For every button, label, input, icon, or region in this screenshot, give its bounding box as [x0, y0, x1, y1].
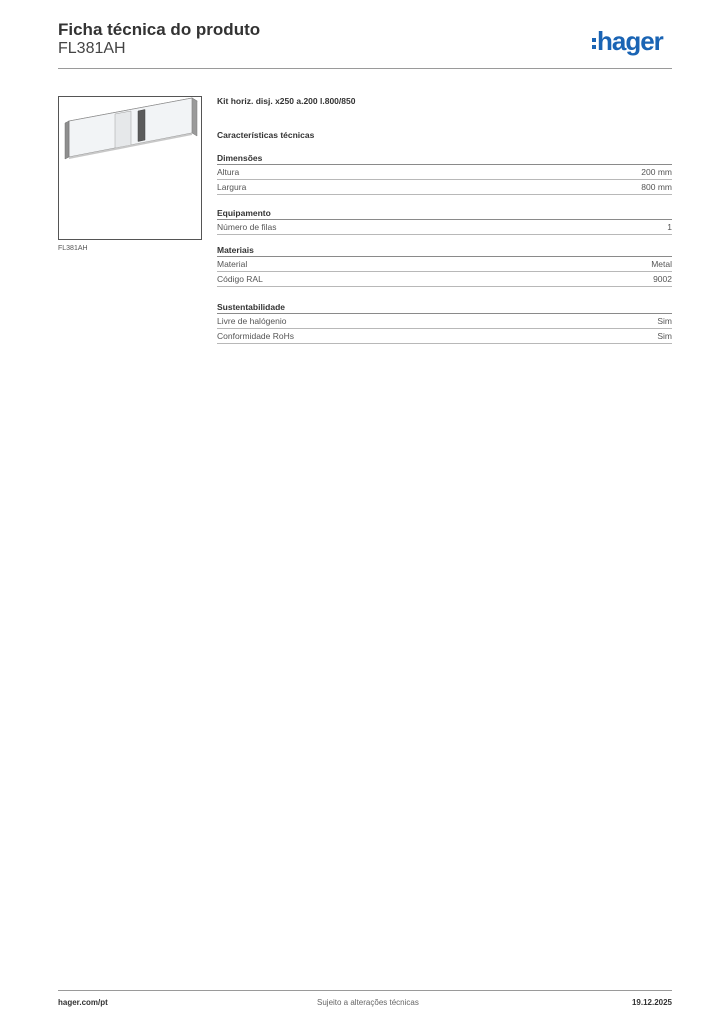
logo-dots-icon: [592, 38, 596, 49]
spec-row: [217, 314, 672, 329]
spec-row: [217, 165, 672, 180]
header-subtitle: FL381AH: [58, 40, 126, 57]
section-title: Dimensões: [217, 152, 672, 165]
product-kit-illustration: [59, 97, 201, 239]
spec-row: [217, 329, 672, 344]
spec-row: [217, 220, 672, 235]
spec-label: Código RAL: [217, 274, 263, 284]
product-image-caption: FL381AH: [58, 245, 88, 252]
spec-value: 1: [667, 222, 672, 232]
spec-value: Metal: [651, 259, 672, 269]
product-details: [217, 96, 672, 344]
spec-label: Número de filas: [217, 222, 277, 232]
product-description: Kit horiz. disj. x250 a.200 l.800/850: [217, 96, 356, 106]
spec-value: 9002: [653, 274, 672, 284]
footer-divider: [58, 990, 672, 991]
product-image: [58, 96, 202, 240]
section-equipamento: [217, 207, 672, 235]
header-divider: [58, 68, 672, 69]
footer-notice: Sujeito a alterações técnicas: [317, 998, 419, 1007]
header-title: Ficha técnica do produto: [58, 20, 261, 39]
spec-value: 200 mm: [641, 167, 672, 177]
section-title: Equipamento: [217, 207, 672, 220]
technical-characteristics-title: Características técnicas: [217, 130, 315, 140]
spec-value: Sim: [657, 331, 672, 341]
section-materiais: [217, 244, 672, 287]
spec-value: Sim: [657, 316, 672, 326]
section-title: Materiais: [217, 244, 672, 257]
spec-label: Livre de halógenio: [217, 316, 287, 326]
hager-logo: [592, 26, 663, 56]
spec-value: 800 mm: [641, 182, 672, 192]
spec-label: Material: [217, 259, 248, 269]
spec-row: [217, 272, 672, 287]
footer-website-link[interactable]: hager.com/pt: [58, 998, 108, 1007]
spec-row: [217, 257, 672, 272]
footer-date: 19.12.2025: [631, 998, 672, 1007]
spec-label: Largura: [217, 182, 247, 192]
spec-row: [217, 180, 672, 195]
section-sustentabilidade: [217, 301, 672, 344]
spec-label: Altura: [217, 167, 240, 177]
logo-text: hager: [597, 26, 663, 56]
section-title: Sustentabilidade: [217, 301, 672, 314]
section-dimensoes: [217, 152, 672, 195]
spec-label: Conformidade RoHs: [217, 331, 295, 341]
